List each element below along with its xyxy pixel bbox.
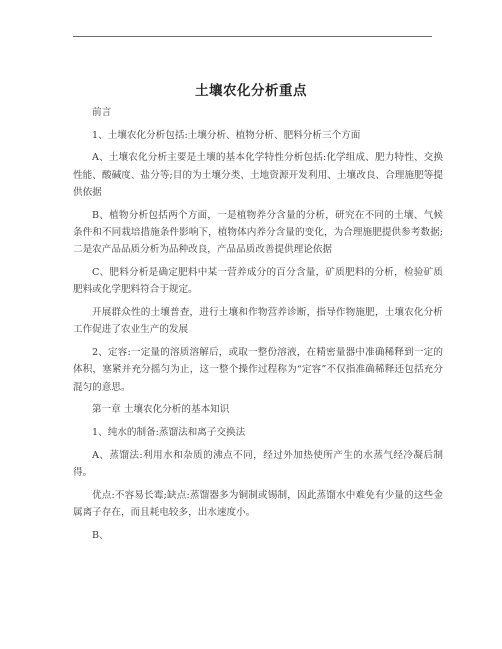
document-body (73, 104, 443, 549)
paragraph-volumetric: 2、定容:一定量的溶质溶解后，或取一整份溶液，在精密量器中准确稀释到一定的体积，塞紧并充分摇匀为止，这一整个操作过程称为“定容”不仅指准确稀释还包括充分混匀的意思。 (73, 346, 443, 393)
paragraph-pure-water: 1、纯水的制备:蒸馏法和离子交换法 (92, 426, 246, 438)
document-title: 土壤农化分析重点 (195, 83, 307, 99)
paragraph-soil-analysis: A、土壤农化分析主要是土壤的基本化学特性分析包括:化学组成、肥力特性、交换性能、酸碱度、盐分等;目的为土壤分类、土地资源开发利用、土壤改良、合理施肥等提供依据 (73, 152, 443, 198)
paragraph-b: B、 (92, 529, 109, 541)
paragraph-fertilizer-analysis: C、肥料分析是确定肥料中某一营养成分的百分含量，矿质肥料的分析，检验矿质肥料或化学肥料符合于规定。 (73, 266, 443, 296)
paragraph-scope: 1、土壤农化分析包括:土壤分析、植物分析、肥料分析三个方面 (92, 129, 361, 141)
paragraph-plant-analysis: B、植物分析包括两个方面，一是植物养分含量的分析，研究在不同的土壤、气候条件和不同栽培措施条件影响下，植物体内养分含量的变化，为合理施肥提供参考数据;二是农产品品质分析为品种改良，产品品质改善提供理论依据 (73, 209, 443, 256)
header-divider (73, 36, 432, 37)
paragraph-soil-survey: 开展群众性的土壤普查，进行土壤和作物营养诊断，指导作物施肥，土壤农化分析工作促进了农业生产的发展 (73, 306, 443, 336)
preface-heading: 前言 (92, 107, 112, 118)
paragraph-distillation: A、蒸馏法:利用水和杂质的沸点不同，经过外加热使所产生的水蒸气经冷凝后制得。 (73, 449, 443, 478)
paragraph-pros-cons: 优点:不容易长霉;缺点:蒸馏器多为铜制或锡制，因此蒸馏水中难免有少量的这些金属离子存在，而且耗电较多，出水速度小。 (73, 489, 443, 518)
chapter-one-heading: 第一章 土壤农化分析的基本知识 (92, 404, 230, 416)
